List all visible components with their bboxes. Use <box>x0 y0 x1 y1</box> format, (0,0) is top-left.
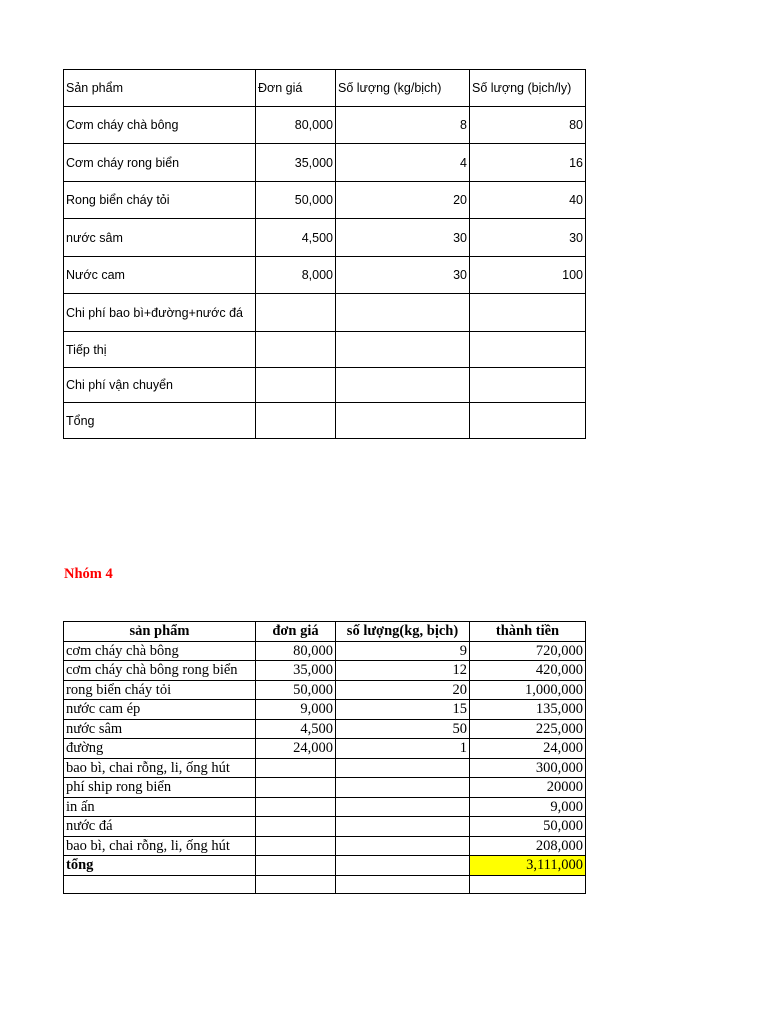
table-cell[interactable]: 50,000 <box>469 816 586 837</box>
row-label-cell[interactable]: tổng <box>63 855 256 876</box>
table-cell[interactable]: 30 <box>335 256 470 294</box>
table-cell[interactable] <box>255 331 336 368</box>
row-label-cell[interactable]: bao bì, chai rỗng, li, ống hút <box>63 758 256 778</box>
table-cell[interactable]: 80,000 <box>255 641 336 661</box>
table-cell[interactable] <box>335 816 470 837</box>
row-label-cell[interactable] <box>63 875 256 894</box>
table-cell[interactable] <box>469 293 586 332</box>
table-cell[interactable]: 4 <box>335 143 470 182</box>
table-cell[interactable] <box>255 797 336 817</box>
row-label-cell[interactable]: Nước cam <box>63 256 256 294</box>
table-cell[interactable]: 720,000 <box>469 641 586 661</box>
row-label-cell[interactable]: cơm cháy chà bông rong biển <box>63 660 256 681</box>
row-label-cell[interactable]: Tiếp thị <box>63 331 256 368</box>
row-label-cell[interactable]: Cơm cháy rong biển <box>63 143 256 182</box>
row-label-cell[interactable]: Chi phí bao bì+đường+nước đá <box>63 293 256 332</box>
row-label-cell[interactable]: cơm cháy chà bông <box>63 641 256 661</box>
table-cell[interactable] <box>335 331 470 368</box>
table-cell[interactable]: 1 <box>335 738 470 759</box>
row-label-cell[interactable]: nước đá <box>63 816 256 837</box>
table-cell[interactable] <box>255 402 336 439</box>
table-cell[interactable] <box>335 293 470 332</box>
header-cell[interactable]: thành tiền <box>469 621 586 642</box>
table-cell[interactable]: 50,000 <box>255 680 336 700</box>
table-cell[interactable]: 50,000 <box>255 181 336 219</box>
table-cell[interactable]: 16 <box>469 143 586 182</box>
table-cell[interactable]: 12 <box>335 660 470 681</box>
row-label-cell[interactable]: phí ship rong biển <box>63 777 256 798</box>
header-cell[interactable]: Sản phẩm <box>63 69 256 107</box>
table-cell[interactable]: 80,000 <box>255 106 336 144</box>
table-cell[interactable] <box>255 875 336 894</box>
table-cell[interactable]: 80 <box>469 106 586 144</box>
row-label-cell[interactable]: đường <box>63 738 256 759</box>
table-cell[interactable] <box>335 758 470 778</box>
table-cell[interactable]: 30 <box>469 218 586 257</box>
table-cell[interactable]: 300,000 <box>469 758 586 778</box>
table-cell[interactable]: 35,000 <box>255 143 336 182</box>
row-label-cell[interactable]: Cơm cháy chà bông <box>63 106 256 144</box>
table-cell[interactable]: 40 <box>469 181 586 219</box>
table-cell[interactable]: 20 <box>335 181 470 219</box>
header-cell[interactable]: số lượng(kg, bịch) <box>335 621 470 642</box>
table-cell[interactable]: 24,000 <box>469 738 586 759</box>
header-cell[interactable]: Đơn giá <box>255 69 336 107</box>
table-cell[interactable]: 9,000 <box>469 797 586 817</box>
table-cell[interactable]: 20000 <box>469 777 586 798</box>
table-cell[interactable] <box>335 777 470 798</box>
table-cell[interactable]: 100 <box>469 256 586 294</box>
group-title: Nhóm 4 <box>64 566 113 582</box>
table-cell[interactable] <box>255 777 336 798</box>
row-label-cell[interactable]: nước sâm <box>63 218 256 257</box>
table-cell[interactable] <box>335 836 470 856</box>
table-cell[interactable] <box>469 402 586 439</box>
row-label-cell[interactable]: nước sâm <box>63 719 256 739</box>
table-cell[interactable] <box>255 855 336 876</box>
table-cell[interactable] <box>255 367 336 403</box>
table-cell[interactable] <box>255 836 336 856</box>
table-cell[interactable] <box>469 331 586 368</box>
table-cell[interactable]: 3,111,000 <box>469 855 586 876</box>
table-cell[interactable]: 4,500 <box>255 719 336 739</box>
table-cell[interactable]: 9,000 <box>255 699 336 720</box>
header-cell[interactable]: đơn giá <box>255 621 336 642</box>
table-cell[interactable]: 30 <box>335 218 470 257</box>
table-cell[interactable] <box>335 797 470 817</box>
table-cell[interactable] <box>335 875 470 894</box>
table-cell[interactable] <box>335 855 470 876</box>
table-cell[interactable]: 15 <box>335 699 470 720</box>
row-label-cell[interactable]: in ấn <box>63 797 256 817</box>
header-cell[interactable]: Số lượng (kg/bịch) <box>335 69 470 107</box>
header-cell[interactable]: sản phẩm <box>63 621 256 642</box>
table-cell[interactable] <box>255 816 336 837</box>
table-cell[interactable]: 20 <box>335 680 470 700</box>
table-cell[interactable]: 225,000 <box>469 719 586 739</box>
table-cell[interactable]: 1,000,000 <box>469 680 586 700</box>
row-label-cell[interactable]: bao bì, chai rỗng, li, ống hút <box>63 836 256 856</box>
table-cell[interactable]: 8 <box>335 106 470 144</box>
table-cell[interactable]: 420,000 <box>469 660 586 681</box>
table-cell[interactable] <box>335 402 470 439</box>
table-cell[interactable]: 208,000 <box>469 836 586 856</box>
table-cell[interactable] <box>469 875 586 894</box>
table-cell[interactable]: 9 <box>335 641 470 661</box>
table-cell[interactable]: 35,000 <box>255 660 336 681</box>
table-cell[interactable] <box>335 367 470 403</box>
table-cell[interactable] <box>255 293 336 332</box>
row-label-cell[interactable]: Chi phí vận chuyển <box>63 367 256 403</box>
table-cell[interactable]: 135,000 <box>469 699 586 720</box>
table-cell[interactable]: 50 <box>335 719 470 739</box>
table-cell[interactable]: 24,000 <box>255 738 336 759</box>
table-cell[interactable] <box>469 367 586 403</box>
row-label-cell[interactable]: nước cam ép <box>63 699 256 720</box>
header-cell[interactable]: Số lượng (bịch/ly) <box>469 69 586 107</box>
table-cell[interactable]: 4,500 <box>255 218 336 257</box>
row-label-cell[interactable]: Rong biển cháy tỏi <box>63 181 256 219</box>
row-label-cell[interactable]: Tổng <box>63 402 256 439</box>
table-cell[interactable]: 8,000 <box>255 256 336 294</box>
row-label-cell[interactable]: rong biển cháy tỏi <box>63 680 256 700</box>
table-cell[interactable] <box>255 758 336 778</box>
